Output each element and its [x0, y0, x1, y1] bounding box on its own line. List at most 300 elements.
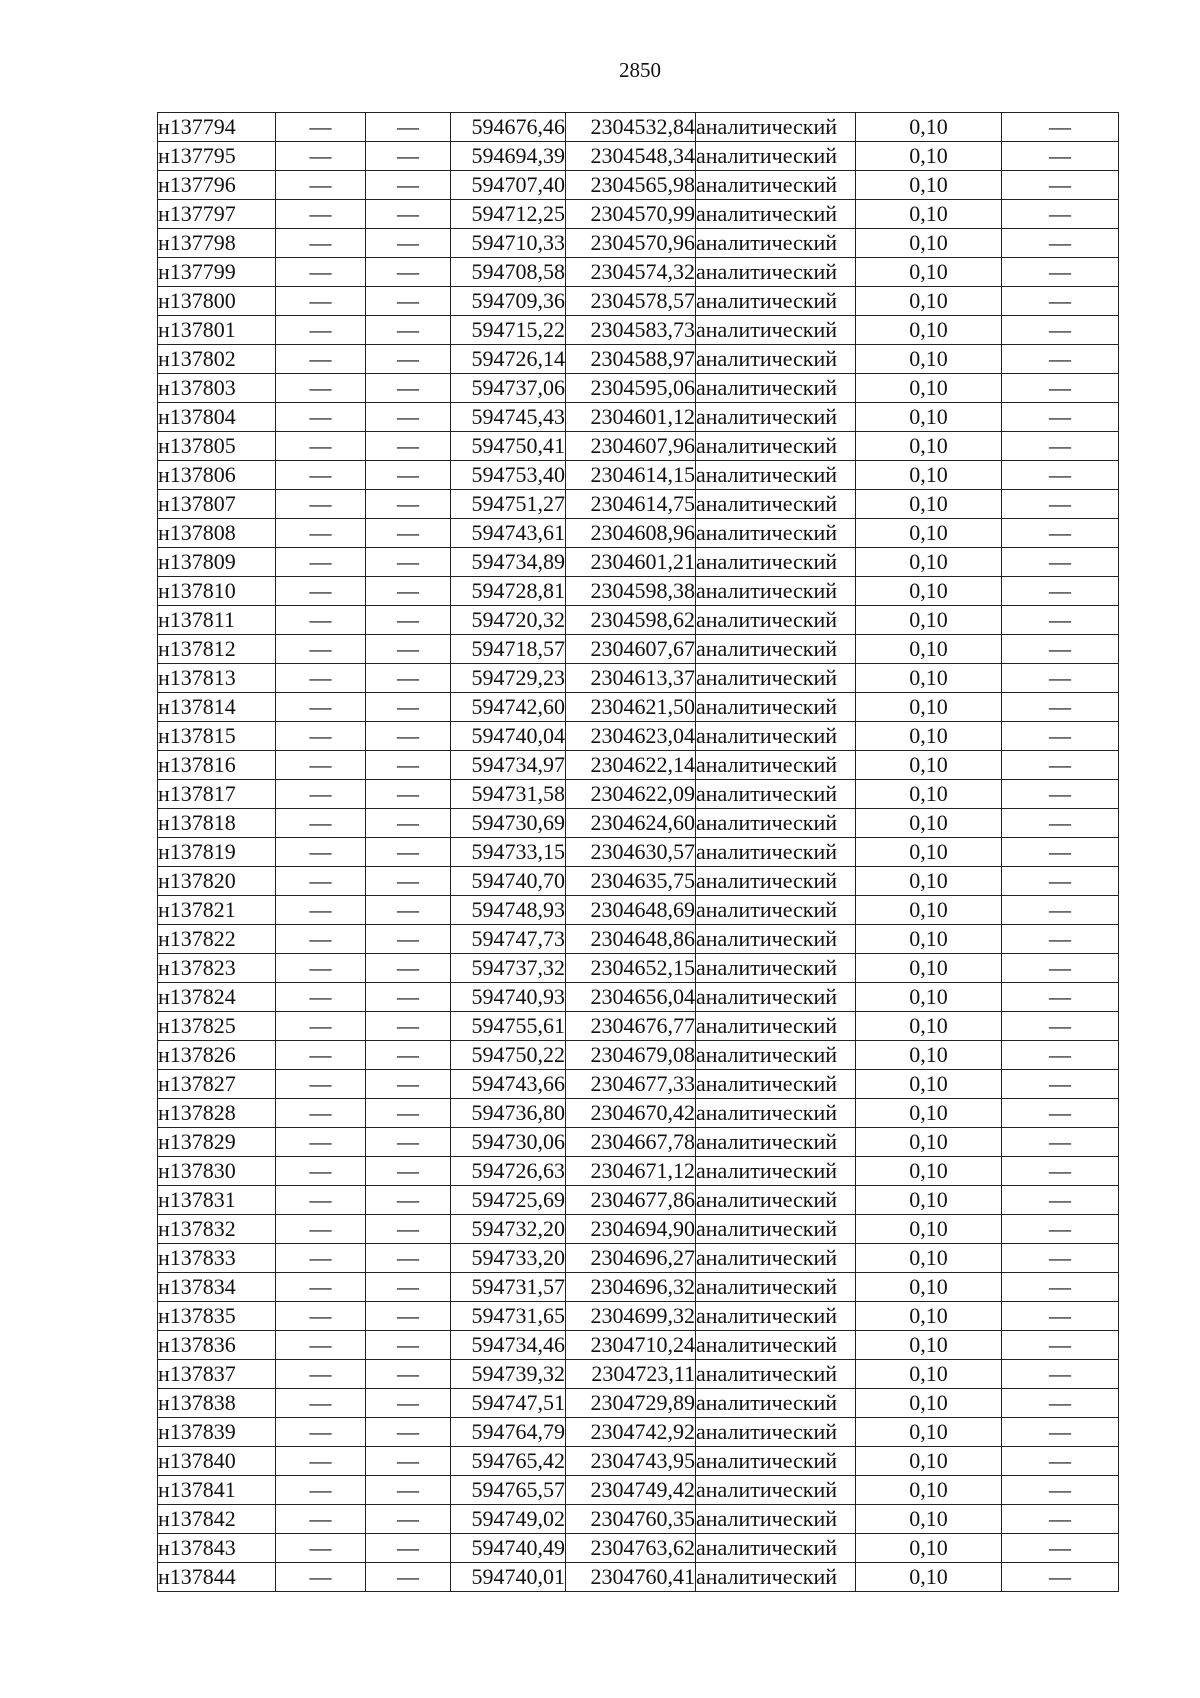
x-coordinate-cell: 594734,97 [451, 751, 566, 780]
empty-cell: — [366, 1244, 451, 1273]
table-row [158, 1128, 1119, 1157]
x-coordinate-cell: 594729,23 [451, 664, 566, 693]
y-coordinate-cell: 2304583,73 [566, 316, 696, 345]
x-coordinate-cell: 594740,70 [451, 867, 566, 896]
empty-cell: — [366, 1041, 451, 1070]
precision-cell: 0,10 [856, 316, 1002, 345]
x-coordinate-cell: 594740,01 [451, 1563, 566, 1592]
empty-cell: — [1002, 548, 1119, 577]
empty-cell: — [366, 461, 451, 490]
table-row [158, 113, 1119, 142]
method-cell: аналитический [696, 1360, 856, 1389]
empty-cell: — [366, 490, 451, 519]
method-cell: аналитический [696, 461, 856, 490]
precision-cell: 0,10 [856, 1070, 1002, 1099]
x-coordinate-cell: 594708,58 [451, 258, 566, 287]
method-cell: аналитический [696, 1012, 856, 1041]
empty-cell: — [366, 635, 451, 664]
y-coordinate-cell: 2304613,37 [566, 664, 696, 693]
empty-cell: — [276, 635, 366, 664]
x-coordinate-cell: 594709,36 [451, 287, 566, 316]
point-id-cell: н137837 [158, 1360, 276, 1389]
empty-cell: — [276, 1331, 366, 1360]
y-coordinate-cell: 2304677,86 [566, 1186, 696, 1215]
empty-cell: — [1002, 1534, 1119, 1563]
y-coordinate-cell: 2304696,27 [566, 1244, 696, 1273]
empty-cell: — [366, 664, 451, 693]
table-row [158, 200, 1119, 229]
y-coordinate-cell: 2304622,09 [566, 780, 696, 809]
empty-cell: — [366, 142, 451, 171]
x-coordinate-cell: 594694,39 [451, 142, 566, 171]
x-coordinate-cell: 594740,49 [451, 1534, 566, 1563]
empty-cell: — [366, 867, 451, 896]
empty-cell: — [276, 1244, 366, 1273]
method-cell: аналитический [696, 200, 856, 229]
coordinates-table-body [158, 113, 1119, 1592]
empty-cell: — [366, 316, 451, 345]
empty-cell: — [276, 519, 366, 548]
table-row [158, 519, 1119, 548]
method-cell: аналитический [696, 1418, 856, 1447]
empty-cell: — [276, 1012, 366, 1041]
empty-cell: — [1002, 1186, 1119, 1215]
table-row [158, 432, 1119, 461]
y-coordinate-cell: 2304677,33 [566, 1070, 696, 1099]
point-id-cell: н137824 [158, 983, 276, 1012]
empty-cell: — [276, 374, 366, 403]
empty-cell: — [276, 664, 366, 693]
table-row [158, 809, 1119, 838]
empty-cell: — [1002, 838, 1119, 867]
table-row [158, 1099, 1119, 1128]
empty-cell: — [276, 1128, 366, 1157]
empty-cell: — [1002, 925, 1119, 954]
precision-cell: 0,10 [856, 1360, 1002, 1389]
method-cell: аналитический [696, 1273, 856, 1302]
point-id-cell: н137796 [158, 171, 276, 200]
precision-cell: 0,10 [856, 722, 1002, 751]
x-coordinate-cell: 594764,79 [451, 1418, 566, 1447]
x-coordinate-cell: 594731,57 [451, 1273, 566, 1302]
x-coordinate-cell: 594750,22 [451, 1041, 566, 1070]
y-coordinate-cell: 2304694,90 [566, 1215, 696, 1244]
precision-cell: 0,10 [856, 548, 1002, 577]
y-coordinate-cell: 2304570,99 [566, 200, 696, 229]
x-coordinate-cell: 594733,15 [451, 838, 566, 867]
point-id-cell: н137844 [158, 1563, 276, 1592]
empty-cell: — [1002, 490, 1119, 519]
precision-cell: 0,10 [856, 374, 1002, 403]
x-coordinate-cell: 594751,27 [451, 490, 566, 519]
empty-cell: — [276, 896, 366, 925]
precision-cell: 0,10 [856, 519, 1002, 548]
method-cell: аналитический [696, 1128, 856, 1157]
table-row [158, 316, 1119, 345]
empty-cell: — [366, 1157, 451, 1186]
empty-cell: — [366, 1215, 451, 1244]
precision-cell: 0,10 [856, 983, 1002, 1012]
method-cell: аналитический [696, 1070, 856, 1099]
y-coordinate-cell: 2304622,14 [566, 751, 696, 780]
point-id-cell: н137838 [158, 1389, 276, 1418]
precision-cell: 0,10 [856, 1215, 1002, 1244]
table-row [158, 287, 1119, 316]
point-id-cell: н137823 [158, 954, 276, 983]
y-coordinate-cell: 2304652,15 [566, 954, 696, 983]
method-cell: аналитический [696, 693, 856, 722]
table-row [158, 1447, 1119, 1476]
y-coordinate-cell: 2304676,77 [566, 1012, 696, 1041]
table-row [158, 1505, 1119, 1534]
point-id-cell: н137802 [158, 345, 276, 374]
empty-cell: — [276, 983, 366, 1012]
point-id-cell: н137833 [158, 1244, 276, 1273]
point-id-cell: н137809 [158, 548, 276, 577]
point-id-cell: н137826 [158, 1041, 276, 1070]
empty-cell: — [1002, 693, 1119, 722]
empty-cell: — [366, 171, 451, 200]
y-coordinate-cell: 2304607,96 [566, 432, 696, 461]
empty-cell: — [276, 1505, 366, 1534]
x-coordinate-cell: 594730,69 [451, 809, 566, 838]
x-coordinate-cell: 594748,93 [451, 896, 566, 925]
x-coordinate-cell: 594740,04 [451, 722, 566, 751]
point-id-cell: н137803 [158, 374, 276, 403]
point-id-cell: н137810 [158, 577, 276, 606]
empty-cell: — [1002, 1012, 1119, 1041]
empty-cell: — [366, 983, 451, 1012]
x-coordinate-cell: 594731,58 [451, 780, 566, 809]
x-coordinate-cell: 594731,65 [451, 1302, 566, 1331]
empty-cell: — [276, 403, 366, 432]
empty-cell: — [1002, 577, 1119, 606]
empty-cell: — [366, 1447, 451, 1476]
method-cell: аналитический [696, 1534, 856, 1563]
empty-cell: — [366, 258, 451, 287]
method-cell: аналитический [696, 142, 856, 171]
point-id-cell: н137843 [158, 1534, 276, 1563]
precision-cell: 0,10 [856, 142, 1002, 171]
method-cell: аналитический [696, 1563, 856, 1592]
y-coordinate-cell: 2304565,98 [566, 171, 696, 200]
empty-cell: — [276, 171, 366, 200]
point-id-cell: н137841 [158, 1476, 276, 1505]
point-id-cell: н137840 [158, 1447, 276, 1476]
point-id-cell: н137842 [158, 1505, 276, 1534]
empty-cell: — [1002, 1476, 1119, 1505]
method-cell: аналитический [696, 171, 856, 200]
method-cell: аналитический [696, 548, 856, 577]
empty-cell: — [276, 461, 366, 490]
empty-cell: — [276, 925, 366, 954]
empty-cell: — [1002, 432, 1119, 461]
empty-cell: — [1002, 751, 1119, 780]
table-row [158, 1360, 1119, 1389]
x-coordinate-cell: 594725,69 [451, 1186, 566, 1215]
precision-cell: 0,10 [856, 1186, 1002, 1215]
empty-cell: — [1002, 1447, 1119, 1476]
table-row [158, 1302, 1119, 1331]
x-coordinate-cell: 594676,46 [451, 113, 566, 142]
method-cell: аналитический [696, 1186, 856, 1215]
precision-cell: 0,10 [856, 954, 1002, 983]
precision-cell: 0,10 [856, 490, 1002, 519]
empty-cell: — [1002, 1418, 1119, 1447]
table-row [158, 983, 1119, 1012]
empty-cell: — [1002, 171, 1119, 200]
precision-cell: 0,10 [856, 1041, 1002, 1070]
empty-cell: — [276, 1418, 366, 1447]
table-row [158, 1534, 1119, 1563]
empty-cell: — [1002, 1331, 1119, 1360]
x-coordinate-cell: 594745,43 [451, 403, 566, 432]
precision-cell: 0,10 [856, 200, 1002, 229]
table-row [158, 1476, 1119, 1505]
point-id-cell: н137819 [158, 838, 276, 867]
empty-cell: — [1002, 896, 1119, 925]
table-row [158, 577, 1119, 606]
method-cell: аналитический [696, 403, 856, 432]
x-coordinate-cell: 594726,14 [451, 345, 566, 374]
y-coordinate-cell: 2304723,11 [566, 1360, 696, 1389]
empty-cell: — [366, 896, 451, 925]
precision-cell: 0,10 [856, 1128, 1002, 1157]
empty-cell: — [366, 1389, 451, 1418]
empty-cell: — [366, 1012, 451, 1041]
empty-cell: — [366, 1099, 451, 1128]
point-id-cell: н137835 [158, 1302, 276, 1331]
y-coordinate-cell: 2304749,42 [566, 1476, 696, 1505]
empty-cell: — [276, 1099, 366, 1128]
table-row [158, 838, 1119, 867]
empty-cell: — [1002, 635, 1119, 664]
precision-cell: 0,10 [856, 693, 1002, 722]
y-coordinate-cell: 2304578,57 [566, 287, 696, 316]
x-coordinate-cell: 594765,42 [451, 1447, 566, 1476]
empty-cell: — [276, 1563, 366, 1592]
empty-cell: — [276, 751, 366, 780]
precision-cell: 0,10 [856, 1476, 1002, 1505]
y-coordinate-cell: 2304621,50 [566, 693, 696, 722]
method-cell: аналитический [696, 345, 856, 374]
empty-cell: — [1002, 345, 1119, 374]
empty-cell: — [1002, 606, 1119, 635]
method-cell: аналитический [696, 316, 856, 345]
empty-cell: — [1002, 258, 1119, 287]
method-cell: аналитический [696, 1389, 856, 1418]
precision-cell: 0,10 [856, 1099, 1002, 1128]
x-coordinate-cell: 594755,61 [451, 1012, 566, 1041]
empty-cell: — [276, 1215, 366, 1244]
empty-cell: — [366, 1273, 451, 1302]
x-coordinate-cell: 594749,02 [451, 1505, 566, 1534]
empty-cell: — [1002, 954, 1119, 983]
precision-cell: 0,10 [856, 1302, 1002, 1331]
empty-cell: — [276, 1070, 366, 1099]
precision-cell: 0,10 [856, 345, 1002, 374]
method-cell: аналитический [696, 287, 856, 316]
empty-cell: — [1002, 1157, 1119, 1186]
table-row [158, 1012, 1119, 1041]
empty-cell: — [1002, 229, 1119, 258]
precision-cell: 0,10 [856, 1447, 1002, 1476]
x-coordinate-cell: 594740,93 [451, 983, 566, 1012]
y-coordinate-cell: 2304630,57 [566, 838, 696, 867]
table-row [158, 345, 1119, 374]
y-coordinate-cell: 2304667,78 [566, 1128, 696, 1157]
table-row [158, 229, 1119, 258]
empty-cell: — [366, 693, 451, 722]
empty-cell: — [1002, 780, 1119, 809]
precision-cell: 0,10 [856, 838, 1002, 867]
table-row [158, 1273, 1119, 1302]
y-coordinate-cell: 2304670,42 [566, 1099, 696, 1128]
empty-cell: — [366, 1128, 451, 1157]
table-row [158, 867, 1119, 896]
empty-cell: — [366, 1534, 451, 1563]
empty-cell: — [366, 780, 451, 809]
point-id-cell: н137834 [158, 1273, 276, 1302]
table-row [158, 896, 1119, 925]
precision-cell: 0,10 [856, 403, 1002, 432]
empty-cell: — [1002, 722, 1119, 751]
y-coordinate-cell: 2304699,32 [566, 1302, 696, 1331]
method-cell: аналитический [696, 1476, 856, 1505]
empty-cell: — [1002, 374, 1119, 403]
method-cell: аналитический [696, 229, 856, 258]
method-cell: аналитический [696, 113, 856, 142]
empty-cell: — [1002, 403, 1119, 432]
method-cell: аналитический [696, 606, 856, 635]
table-row [158, 1418, 1119, 1447]
empty-cell: — [366, 113, 451, 142]
y-coordinate-cell: 2304532,84 [566, 113, 696, 142]
x-coordinate-cell: 594728,81 [451, 577, 566, 606]
empty-cell: — [366, 751, 451, 780]
y-coordinate-cell: 2304595,06 [566, 374, 696, 403]
method-cell: аналитический [696, 519, 856, 548]
method-cell: аналитический [696, 1447, 856, 1476]
precision-cell: 0,10 [856, 1418, 1002, 1447]
empty-cell: — [276, 809, 366, 838]
empty-cell: — [366, 432, 451, 461]
point-id-cell: н137836 [158, 1331, 276, 1360]
empty-cell: — [1002, 983, 1119, 1012]
method-cell: аналитический [696, 751, 856, 780]
empty-cell: — [366, 722, 451, 751]
empty-cell: — [276, 838, 366, 867]
point-id-cell: н137817 [158, 780, 276, 809]
precision-cell: 0,10 [856, 780, 1002, 809]
table-row [158, 751, 1119, 780]
x-coordinate-cell: 594747,51 [451, 1389, 566, 1418]
table-row [158, 780, 1119, 809]
table-row [158, 1157, 1119, 1186]
empty-cell: — [1002, 113, 1119, 142]
empty-cell: — [276, 1157, 366, 1186]
point-id-cell: н137827 [158, 1070, 276, 1099]
method-cell: аналитический [696, 1244, 856, 1273]
x-coordinate-cell: 594739,32 [451, 1360, 566, 1389]
x-coordinate-cell: 594733,20 [451, 1244, 566, 1273]
empty-cell: — [366, 200, 451, 229]
y-coordinate-cell: 2304760,41 [566, 1563, 696, 1592]
empty-cell: — [366, 548, 451, 577]
empty-cell: — [1002, 1041, 1119, 1070]
y-coordinate-cell: 2304588,97 [566, 345, 696, 374]
y-coordinate-cell: 2304648,86 [566, 925, 696, 954]
y-coordinate-cell: 2304548,34 [566, 142, 696, 171]
table-row [158, 1215, 1119, 1244]
precision-cell: 0,10 [856, 635, 1002, 664]
y-coordinate-cell: 2304656,04 [566, 983, 696, 1012]
method-cell: аналитический [696, 432, 856, 461]
method-cell: аналитический [696, 577, 856, 606]
method-cell: аналитический [696, 1331, 856, 1360]
empty-cell: — [1002, 809, 1119, 838]
empty-cell: — [1002, 1099, 1119, 1128]
empty-cell: — [366, 403, 451, 432]
empty-cell: — [276, 693, 366, 722]
empty-cell: — [276, 867, 366, 896]
empty-cell: — [276, 113, 366, 142]
empty-cell: — [1002, 316, 1119, 345]
table-row [158, 1070, 1119, 1099]
point-id-cell: н137812 [158, 635, 276, 664]
empty-cell: — [366, 374, 451, 403]
y-coordinate-cell: 2304679,08 [566, 1041, 696, 1070]
x-coordinate-cell: 594734,46 [451, 1331, 566, 1360]
point-id-cell: н137818 [158, 809, 276, 838]
point-id-cell: н137832 [158, 1215, 276, 1244]
method-cell: аналитический [696, 809, 856, 838]
empty-cell: — [366, 519, 451, 548]
empty-cell: — [276, 345, 366, 374]
empty-cell: — [1002, 1070, 1119, 1099]
x-coordinate-cell: 594753,40 [451, 461, 566, 490]
precision-cell: 0,10 [856, 809, 1002, 838]
x-coordinate-cell: 594730,06 [451, 1128, 566, 1157]
point-id-cell: н137829 [158, 1128, 276, 1157]
empty-cell: — [366, 1418, 451, 1447]
table-row [158, 1389, 1119, 1418]
method-cell: аналитический [696, 374, 856, 403]
table-row [158, 1244, 1119, 1273]
x-coordinate-cell: 594743,66 [451, 1070, 566, 1099]
x-coordinate-cell: 594750,41 [451, 432, 566, 461]
point-id-cell: н137799 [158, 258, 276, 287]
empty-cell: — [366, 229, 451, 258]
x-coordinate-cell: 594736,80 [451, 1099, 566, 1128]
method-cell: аналитический [696, 925, 856, 954]
method-cell: аналитический [696, 838, 856, 867]
empty-cell: — [276, 954, 366, 983]
method-cell: аналитический [696, 867, 856, 896]
y-coordinate-cell: 2304624,60 [566, 809, 696, 838]
point-id-cell: н137825 [158, 1012, 276, 1041]
x-coordinate-cell: 594710,33 [451, 229, 566, 258]
y-coordinate-cell: 2304743,95 [566, 1447, 696, 1476]
empty-cell: — [366, 345, 451, 374]
precision-cell: 0,10 [856, 432, 1002, 461]
point-id-cell: н137821 [158, 896, 276, 925]
table-row [158, 693, 1119, 722]
empty-cell: — [276, 1273, 366, 1302]
empty-cell: — [276, 1041, 366, 1070]
y-coordinate-cell: 2304598,62 [566, 606, 696, 635]
table-row [158, 142, 1119, 171]
